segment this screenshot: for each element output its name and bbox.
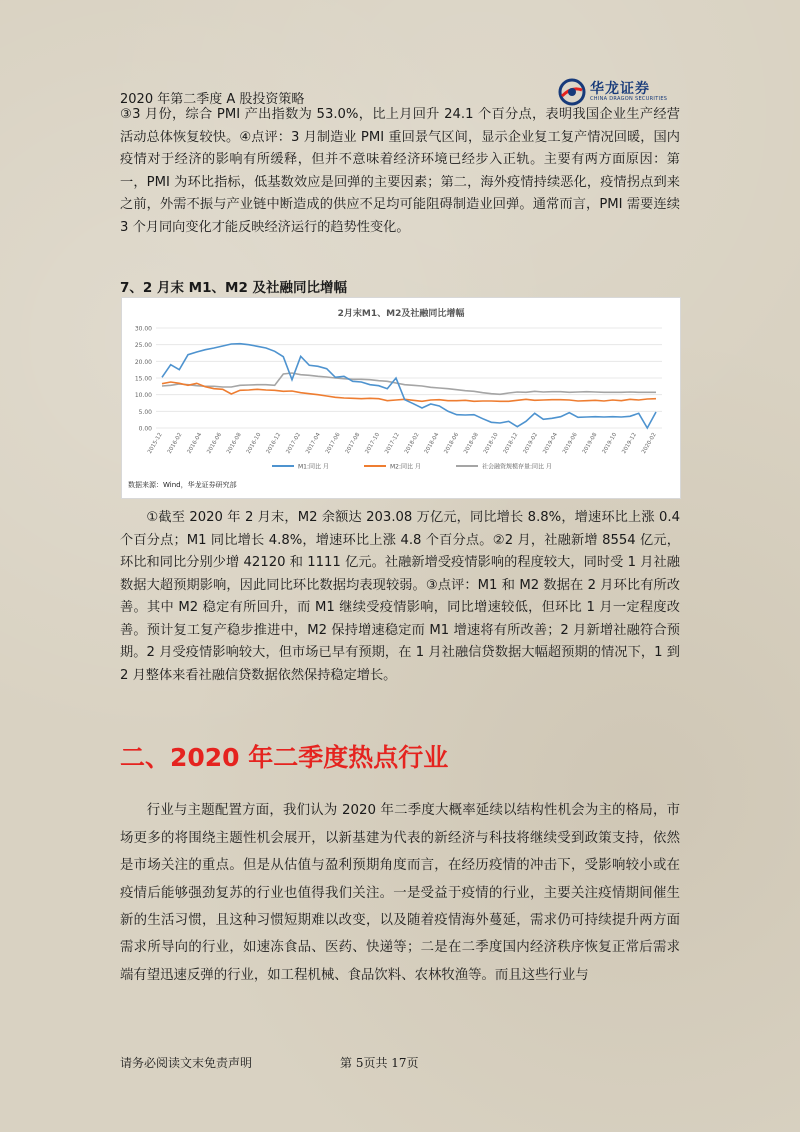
x-tick-label: 2016-10 [245,432,263,455]
money-supply-paragraph: ①截至 2020 年 2 月末，M2 余额达 203.08 万亿元，同比增长 8.8%，增速环比上涨 0.4 个百分点；M1 同比增长 4.8%，增速环比上涨 4.8 个百分点。②2 月，社融新增 8554 亿元，环比和同比分别少增 42120 和 1111 亿元。社融新增受疫情影响的程度较大，同时受 1 月社融数据大超预期影响，因此同比环比数据均表现较弱。③点评：M1 和 M2 数据在 2 月环比有所改善。其中 M2 稳定有所回升，而 M1 继续受疫情影响，同比增速较低，但环比 1 月一定程度改善。预计复工复产稳步推进中，M2 保持增速稳定而 M1 增速将有所改善；2 月新增社融符合预期。2 月受疫情影响较大，但市场已早有预期，在 1 月社融信贷数据大幅超预期的情况下，1 到 2 月整体来看社融信贷数据依然保持稳定增长。 [120,510,680,683]
legend-label: 社会融资规模存量:同比 月 [482,463,552,471]
chart-container [121,297,681,499]
x-tick-label: 2018-12 [502,432,520,455]
legend-label: M1:同比 月 [298,463,329,471]
x-tick-label: 2019-08 [581,432,599,455]
section-7-title: 7、2 月末 M1、M2 及社融同比增幅 [120,280,348,296]
legend-label: M2:同比 月 [390,463,421,471]
y-tick-label: 30.00 [134,325,152,333]
y-tick-label: 5.00 [138,408,152,416]
x-tick-label: 2016-06 [206,432,224,455]
pmi-paragraph: ③3 月份，综合 PMI 产出指数为 53.0%，比上月回升 24.1 个百分点，表明我国企业生产经营活动总体恢复较快。④点评：3 月制造业 PMI 重回景气区间，显示企业复工复产情况回暖，国内疫情对于经济的影响有所缓释，但并不意味着经济环境已经步入正轨。主要有两方面原因：第一，PMI 为环比指标，低基数效应是回弹的主要因素；第二，海外疫情持续恶化，疫情拐点到来之前，外需不振与产业链中断造成的供应不足均可能阻碍制造业回弹。通常而言，PMI 需要连续 3 个月同向变化才能反映经济运行的趋势性变化。 [120,107,680,235]
x-tick-label: 2018-06 [443,432,461,455]
footer-disclaimer: 请务必阅读文末免责声明 [120,1056,253,1070]
logo-text: 华龙证券 [590,81,650,97]
y-tick-label: 25.00 [134,342,152,350]
x-tick-label: 2017-02 [285,432,303,455]
x-tick-label: 2016-12 [265,432,283,455]
header-title: 2020 年第二季度 A 股投资策略 [120,92,305,107]
x-tick-label: 2018-02 [403,432,421,455]
x-tick-label: 2019-12 [621,432,638,455]
dragon-logo-icon [558,78,586,106]
x-tick-label: 2016-02 [166,432,184,455]
industry-paragraph: 行业与主题配置方面，我们认为 2020 年二季度大概率延续以结构性机会为主的格局，市场更多的将围绕主题性机会展开，以新基建为代表的新经济与科技将继续受到政策支持，依然是市场关注的重点。但是从估值与盈利预期角度而言，在经历疫情的冲击下，受影响较小或在疫情后能够强劲复苏的行业也值得我们关注。一是受益于疫情的行业，主要关注疫情期间催生新的生活习惯，且这种习惯短期难以改变，以及随着疫情海外蔓延，需求仍可持续提升两方面需求所导向的行业，如速冻食品、医药、快递等；二是在二季度国内经济秩序恢复正常后需求端有望迅速反弹的行业，如工程机械、食品饮料、农林牧渔等。而且这些行业与 [120,803,680,983]
x-tick-label: 2017-08 [344,432,362,455]
x-tick-label: 2019-10 [601,431,619,455]
x-tick-label: 2016-04 [186,432,204,455]
footer-page-number: 第 5页共 17页 [340,1056,419,1070]
m1-m2-tsf-chart [122,298,680,498]
x-tick-label: 2015-12 [147,432,164,455]
x-tick-label: 2019-06 [562,432,579,455]
section-heading: 二、2020 年二季度热点行业 [120,743,449,772]
chart-title: 2月末M1、M2及社融同比增幅 [337,309,465,319]
x-tick-label: 2017-06 [324,432,342,455]
x-tick-label: 2020-02 [641,432,658,455]
x-tick-label: 2017-04 [305,432,322,455]
x-tick-label: 2018-10 [482,432,500,455]
x-tick-label: 2019-04 [542,432,559,455]
x-tick-label: 2017-10 [364,432,382,455]
y-tick-label: 0.00 [138,425,152,433]
x-tick-label: 2018-04 [423,432,441,455]
x-tick-label: 2016-08 [226,432,243,455]
y-tick-label: 10.00 [134,392,152,400]
y-tick-label: 20.00 [134,358,152,366]
x-tick-label: 2019-02 [522,432,540,455]
x-tick-label: 2017-12 [384,432,401,455]
x-tick-label: 2018-08 [463,432,480,455]
y-tick-label: 15.00 [134,375,152,383]
logo-subtext: CHINA DRAGON SECURITIES [590,96,668,102]
chart-source: 数据来源：Wind，华龙证券研究部 [128,481,237,489]
